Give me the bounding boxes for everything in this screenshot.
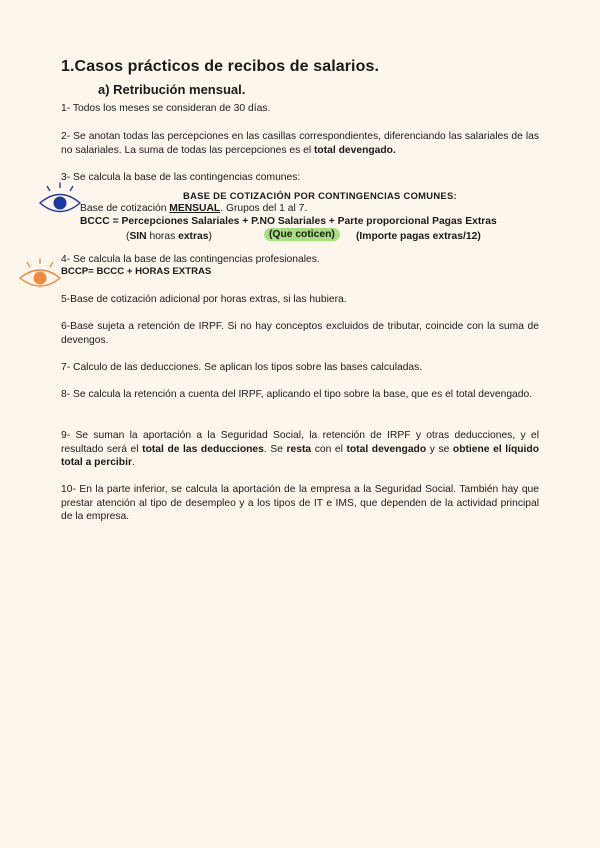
paragraph-9: 9- Se suman la aportación a la Seguridad Social, la retención de IRPF y otras deducciones, y el resultado será el total de las deducciones. Se resta con el total devengado y se obtiene el líquido total a percibir. <box>61 430 539 469</box>
paragraph-1: 1- Todos los meses se consideran de 30 días. <box>61 103 271 114</box>
base-cc-sin-horas: (SIN horas extras) <box>126 231 212 242</box>
paragraph-5: 5-Base de cotización adicional por horas extras, si las hubiera. <box>61 294 347 305</box>
paragraph-2 <box>61 130 539 157</box>
bccp-formula: BCCP= BCCC + HORAS EXTRAS <box>61 266 212 277</box>
paragraph-8: 8- Se calcula la retención a cuenta del IRPF, aplicando el tipo sobre la base, que es el total devengado. <box>61 389 533 400</box>
paragraph-6: 6-Base sujeta a retención de IRPF. Si no hay conceptos excluidos de tributar, coincide con la suma de devengos. <box>61 321 539 346</box>
base-cc-heading: BASE DE COTIZACIÓN POR CONTINGENCIAS COMUNES: <box>183 190 457 201</box>
base-cc-importe: (Importe pagas extras/12) <box>356 231 481 242</box>
paragraph-2-text: 2- Se anotan todas las percepciones en las casillas correspondientes, diferenciando las salariales de las no salariales. La suma de todas las percepciones es el <box>61 131 539 156</box>
paragraph-4: 4- Se calcula la base de las contingencias profesionales. <box>61 254 320 265</box>
base-cc-cotizan-highlight: (Que coticen) <box>264 228 340 241</box>
page-title: 1.Casos prácticos de recibos de salarios. <box>61 58 380 75</box>
paragraph-3: 3- Se calcula la base de las contingencias comunes: <box>61 172 301 183</box>
paragraph-10: 10- En la parte inferior, se calcula la aportación de la empresa a la Seguridad Social. También hay que prestar atención al tipo de desempleo y a los tipos de IT e IMS, que dependen de la actividad principal de la empresa. <box>61 484 539 523</box>
eye-icon <box>18 258 62 292</box>
paragraph-7: 7- Calculo de las deducciones. Se aplican los tipos sobre las bases calculadas. <box>61 362 423 373</box>
paragraph-2-bold: total devengado. <box>314 144 396 156</box>
section-subtitle: a) Retribución mensual. <box>98 82 246 97</box>
base-cc-line1: Base de cotización MENSUAL. Grupos del 1 al 7. <box>80 203 308 214</box>
base-cc-formula: BCCC = Percepciones Salariales + P.NO Salariales + Parte proporcional Pagas Extras <box>80 216 497 227</box>
